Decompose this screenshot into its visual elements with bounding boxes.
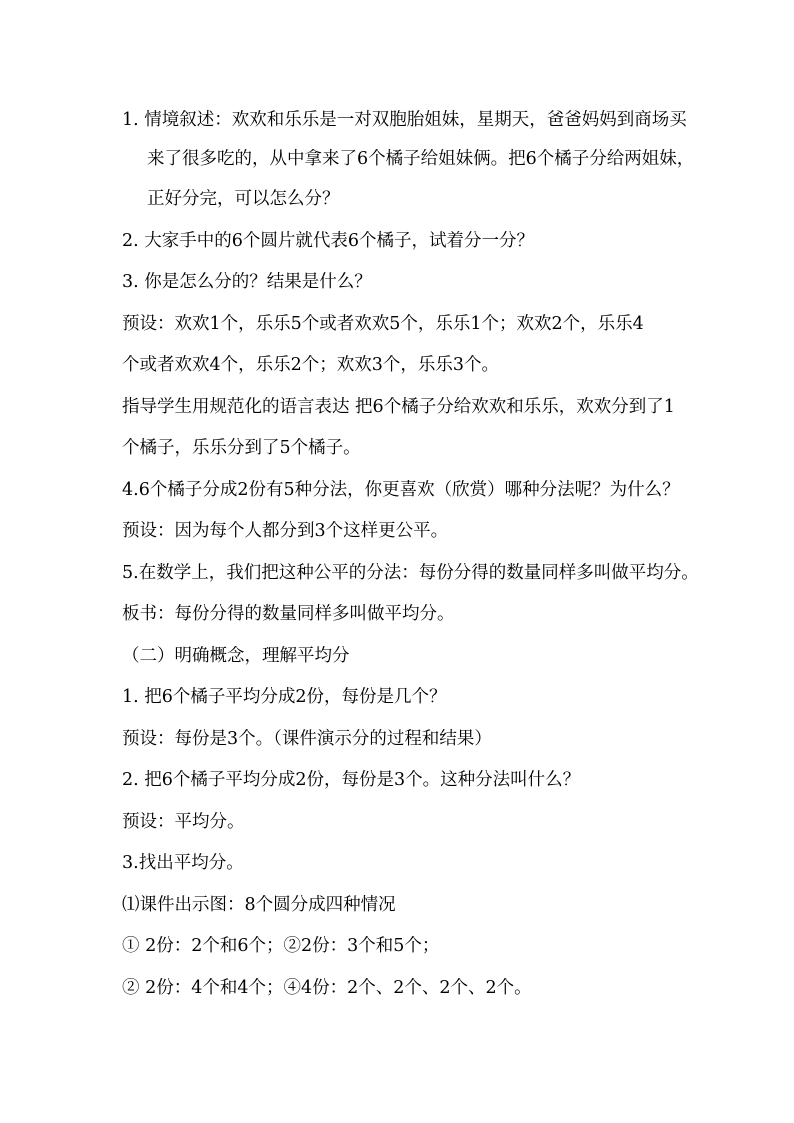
line-2: 来了很多吃的，从中拿来了6个橘子给姐妹俩。把6个橘子分给两姐妹，: [147, 149, 695, 169]
line-9: 个橘子，乐乐分到了5个橘子。: [122, 438, 361, 458]
line-7: 个或者欢欢4个，乐乐2个；欢欢3个，乐乐3个。: [122, 355, 500, 375]
line-22: ② 2份：4个和4个；④4份：2个、2个、2个、2个。: [122, 978, 532, 998]
line-3: 正好分完，可以怎么分？: [147, 189, 340, 209]
line-13: 板书：每份分得的数量同样多叫做平均分。: [122, 604, 455, 624]
line-11: 预设：因为每个人都分到3个这样更公平。: [122, 521, 449, 541]
line-6: 预设：欢欢1个，乐乐5个或者欢欢5个，乐乐1个；欢欢2个，乐乐4: [122, 314, 644, 334]
line-18: 预设：平均分。: [122, 812, 245, 832]
line-12: 5.在数学上，我们把这种公平的分法：每份分得的数量同样多叫做平均分。: [122, 563, 699, 583]
line-1: 1. 情境叙述：欢欢和乐乐是一对双胞胎姐妹，星期天，爸爸妈妈到商场买: [122, 110, 687, 130]
line-5: 3. 你是怎么分的？结果是什么？: [122, 272, 372, 292]
line-16: 预设：每份是3个。（课件演示分的过程和结果）: [122, 729, 492, 749]
line-10: 4.6个橘子分成2份有5种分法，你更喜欢（欣赏）哪种分法呢？为什么？: [122, 480, 680, 500]
line-4: 2. 大家手中的6个圆片就代表6个橘子，试着分一分？: [122, 231, 535, 251]
line-21: ① 2份：2个和6个；②2份：3个和5个；: [122, 936, 440, 956]
line-20: ⑴课件出示图：8个圆分成四种情况: [122, 895, 396, 915]
line-15: 1. 把6个橘子平均分成2份，每份是几个？: [122, 687, 447, 707]
line-14: （二）明确概念，理解平均分: [122, 646, 350, 666]
line-19: 3.找出平均分。: [122, 853, 244, 873]
line-8: 指导学生用规范化的语言表达 把6个橘子分给欢欢和乐乐，欢欢分到了1: [122, 397, 675, 417]
line-17: 2. 把6个橘子平均分成2份，每份是3个。这种分法叫什么？: [122, 770, 581, 790]
